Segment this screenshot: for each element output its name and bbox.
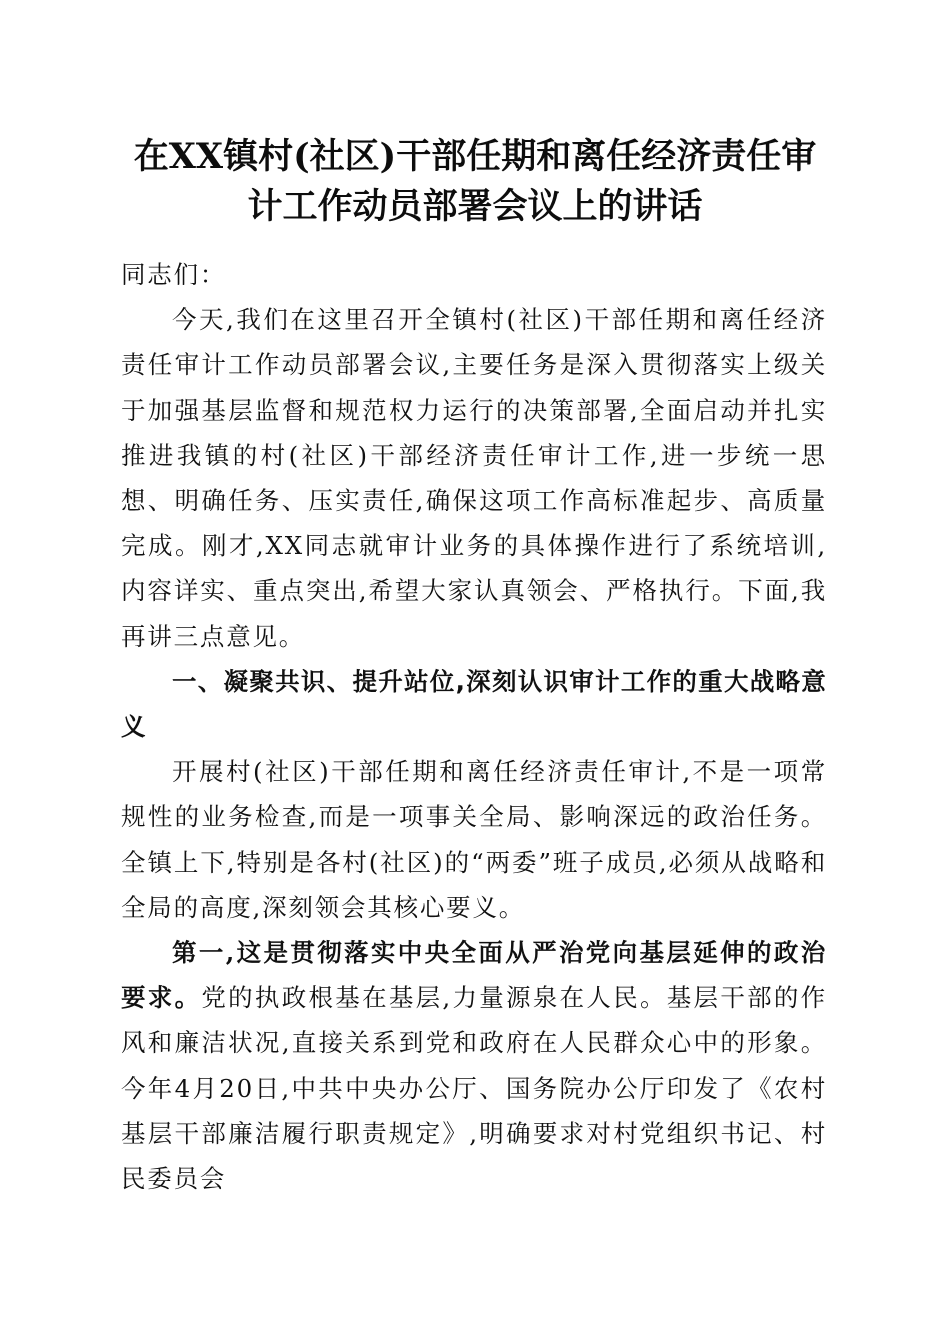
point-1-lead: 第一,这是贯彻落实中央全面从严治党向基层延伸的政治要求。	[121, 938, 827, 1013]
point-1-body: 党的执政根基在基层,力量源泉在人民。基层干部的作风和廉洁状况,直接关系到党和政府在人民群众心中的形象。今年4月20日,中共中央办公厅、国务院办公厅印发了《农村基层干部廉洁履行职责规定》,明确要求对村党组织书记、村民委员会	[121, 983, 827, 1194]
section-heading-1: 一、凝聚共识、提升站位,深刻认识审计工作的重大战略意义	[121, 666, 827, 742]
title-line-2: 计工作动员部署会议上的讲话	[247, 186, 703, 227]
salutation: 同志们：	[121, 260, 227, 289]
document-body	[121, 252, 827, 1201]
title-line-1: 在XX镇村(社区)干部任期和离任经济责任审	[133, 136, 817, 177]
paragraph-opening: 今天,我们在这里召开全镇村(社区)干部任期和离任经济责任审计工作动员部署会议,主要任务是深入贯彻落实上级关于加强基层监督和规范权力运行的决策部署,全面启动并扎实推进我镇的村(社区)干部经济责任审计工作,进一步统一思想、明确任务、压实责任,确保这项工作高标准起步、高质量完成。刚才,XX同志就审计业务的具体操作进行了系统培训,内容详实、重点突出,希望大家认真领会、严格执行。下面,我再讲三点意见。	[121, 305, 827, 651]
paragraph-point-1	[121, 930, 827, 1201]
document-title	[110, 132, 840, 232]
paragraph-section-1-intro: 开展村(社区)干部任期和离任经济责任审计,不是一项常规性的业务检查,而是一项事关全局、影响深远的政治任务。全镇上下,特别是各村(社区)的“两委”班子成员,必须从战略和全局的高度,深刻领会其核心要义。	[121, 757, 827, 922]
